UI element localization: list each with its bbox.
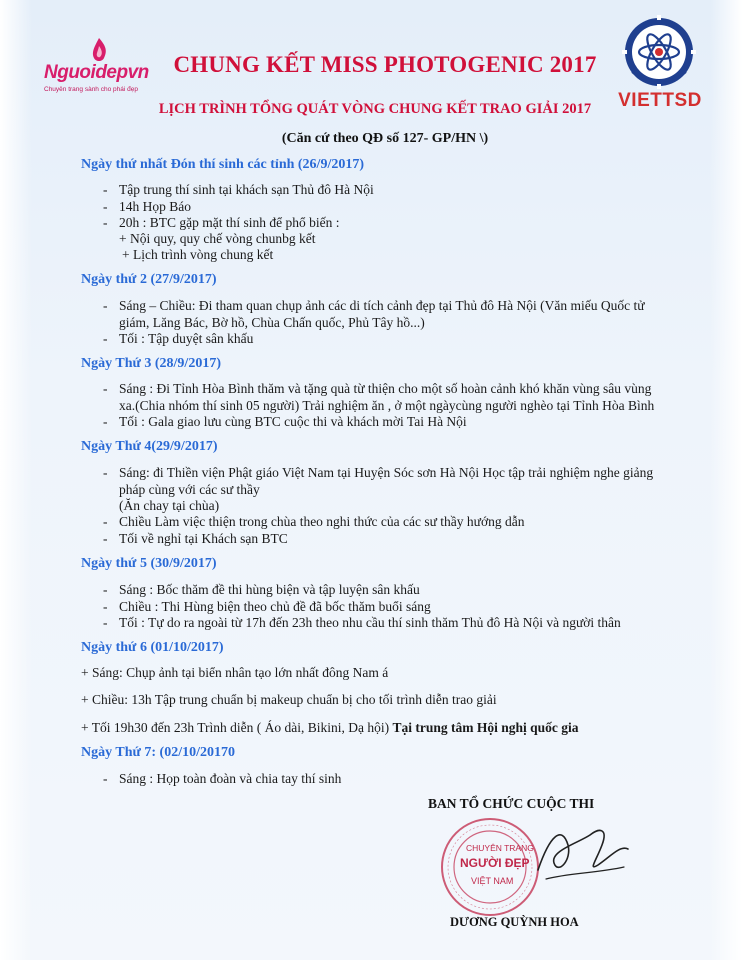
- atom-gear-icon: [616, 14, 702, 90]
- dash: -: [103, 298, 108, 313]
- day-4-line: pháp cùng với các sư thầy: [119, 482, 260, 497]
- dash: -: [103, 381, 108, 396]
- day-2-line: Sáng – Chiều: Đi tham quan chụp ảnh các di tích cảnh đẹp tại Thủ đô Hà Nội (Văn miếu Quốc tử: [119, 298, 645, 313]
- day-4-line: Chiều Làm việc thiện trong chùa theo nghi thức của các sư thầy hướng dẫn: [119, 514, 525, 529]
- signatory-name: DƯƠNG QUỲNH HOA: [450, 915, 579, 929]
- day-3-heading: Ngày Thứ 3 (28/9/2017): [81, 356, 221, 371]
- dash: -: [103, 531, 108, 546]
- day-7-heading: Ngày Thứ 7: (02/10/20170: [81, 745, 235, 760]
- day-5-line: Chiều : Thi Hùng biện theo chủ đề đã bốc thăm buổi sáng: [119, 599, 431, 614]
- day-3-line: xa.(Chia nhóm thí sinh 05 người) Trải nghiệm ăn , ở một ngàycùng người nghèo tại Tỉnh Hòa Bình: [119, 398, 655, 413]
- day-2-line: Tối : Tập duyệt sân khấu: [119, 331, 254, 346]
- handwritten-signature: [528, 815, 638, 895]
- day-2-heading: Ngày thứ 2 (27/9/2017): [81, 272, 217, 287]
- page-edge-right: [710, 0, 742, 960]
- stamp-line-3: VIỆT NAM: [471, 876, 514, 886]
- day-1-heading: Ngày thứ nhất Đón thí sinh các tỉnh (26/9/2017): [81, 157, 364, 172]
- organizer-title: BAN TỔ CHỨC CUỘC THI: [428, 796, 595, 811]
- day-1-line: + Nội quy, quy chế vòng chunbg kết: [119, 231, 316, 246]
- logo-brand-text: Nguoidepvn: [44, 62, 149, 83]
- dash: -: [103, 615, 108, 630]
- stamp-line-1: CHUYÊN TRANG: [466, 843, 534, 853]
- day-6-line: + Sáng: Chụp ảnh tại biển nhân tạo lớn nhất đông Nam á: [81, 665, 389, 680]
- day-7-line: Sáng : Họp toàn đoàn và chia tay thí sinh: [119, 771, 342, 786]
- viettsd-name: VIETTSD: [618, 90, 702, 111]
- page-edge-left: [0, 0, 32, 960]
- day-6-heading: Ngày thứ 6 (01/10/2017): [81, 640, 224, 655]
- dash: -: [103, 599, 108, 614]
- day-5-line: Sáng : Bốc thăm đề thi hùng biện và tập luyện sân khấu: [119, 582, 420, 597]
- day-3-line: Tối : Gala giao lưu cùng BTC cuộc thi và khách mời Tai Hà Nội: [119, 414, 467, 429]
- day-4-heading: Ngày Thứ 4(29/9/2017): [81, 439, 218, 454]
- dash: -: [103, 215, 108, 230]
- day-6-venue: Tại trung tâm Hội nghị quốc gia: [392, 720, 579, 735]
- dash: -: [103, 514, 108, 529]
- day-4-line: Sáng: đi Thiền viện Phật giáo Việt Nam tại Huyện Sóc sơn Hà Nội Học tập trải nghiệm nghe giảng: [119, 465, 654, 480]
- day-1-line: 14h Họp Báo: [119, 199, 191, 214]
- day-2-line: giám, Lăng Bác, Bờ hồ, Chùa Chấn quốc, Phủ Tây hồ...): [119, 315, 425, 330]
- page-title: CHUNG KẾT MISS PHOTOGENIC 2017: [173, 52, 597, 77]
- day-1-line: Tập trung thí sinh tại khách sạn Thủ đô Hà Nội: [119, 182, 374, 197]
- day-3-line: Sáng : Đi Tỉnh Hòa Bình thăm và tặng quà từ thiện cho một số hoàn cảnh khó khăn vùng sâu vùng: [119, 381, 652, 396]
- dash: -: [103, 414, 108, 429]
- page-subtitle: LỊCH TRÌNH TỔNG QUÁT VÒNG CHUNG KẾT TRAO GIẢI 2017: [158, 101, 592, 117]
- day-1-line: + Lịch trình vòng chung kết: [122, 247, 274, 262]
- day-6-line-evening: [81, 720, 579, 736]
- day-6-evening-text: + Tối 19h30 đến 23h Trình diễn ( Áo dài, Bikini, Dạ hội): [81, 720, 393, 735]
- legal-basis-note: (Căn cứ theo QĐ số 127- GP/HN \): [281, 131, 489, 146]
- dash: -: [103, 331, 108, 346]
- dash: -: [103, 465, 108, 480]
- day-5-line: Tối : Tự do ra ngoài từ 17h đến 23h theo nhu cầu thí sinh thăm Thủ đô Hà Nội và người thân: [119, 615, 621, 630]
- dash: -: [103, 771, 108, 786]
- day-6-line: + Chiều: 13h Tập trung chuẩn bị makeup chuẩn bị cho tối trình diễn trao giải: [81, 692, 497, 707]
- day-4-line: Tối về nghỉ tại Khách sạn BTC: [119, 531, 288, 546]
- dash: -: [103, 582, 108, 597]
- stamp-line-2: NGƯỜI ĐẸP: [460, 856, 530, 870]
- logo-tagline: Chuyên trang sành cho phái đẹp: [44, 86, 138, 93]
- nguoidepvn-logo: [44, 38, 164, 92]
- dash: -: [103, 182, 108, 197]
- dash: -: [103, 199, 108, 214]
- day-4-line: (Ăn chay tại chùa): [119, 498, 220, 513]
- day-1-line: 20h : BTC gặp mặt thí sinh để phổ biến :: [119, 215, 340, 230]
- viettsd-logo: [612, 10, 708, 112]
- day-5-heading: Ngày thứ 5 (30/9/2017): [81, 556, 217, 571]
